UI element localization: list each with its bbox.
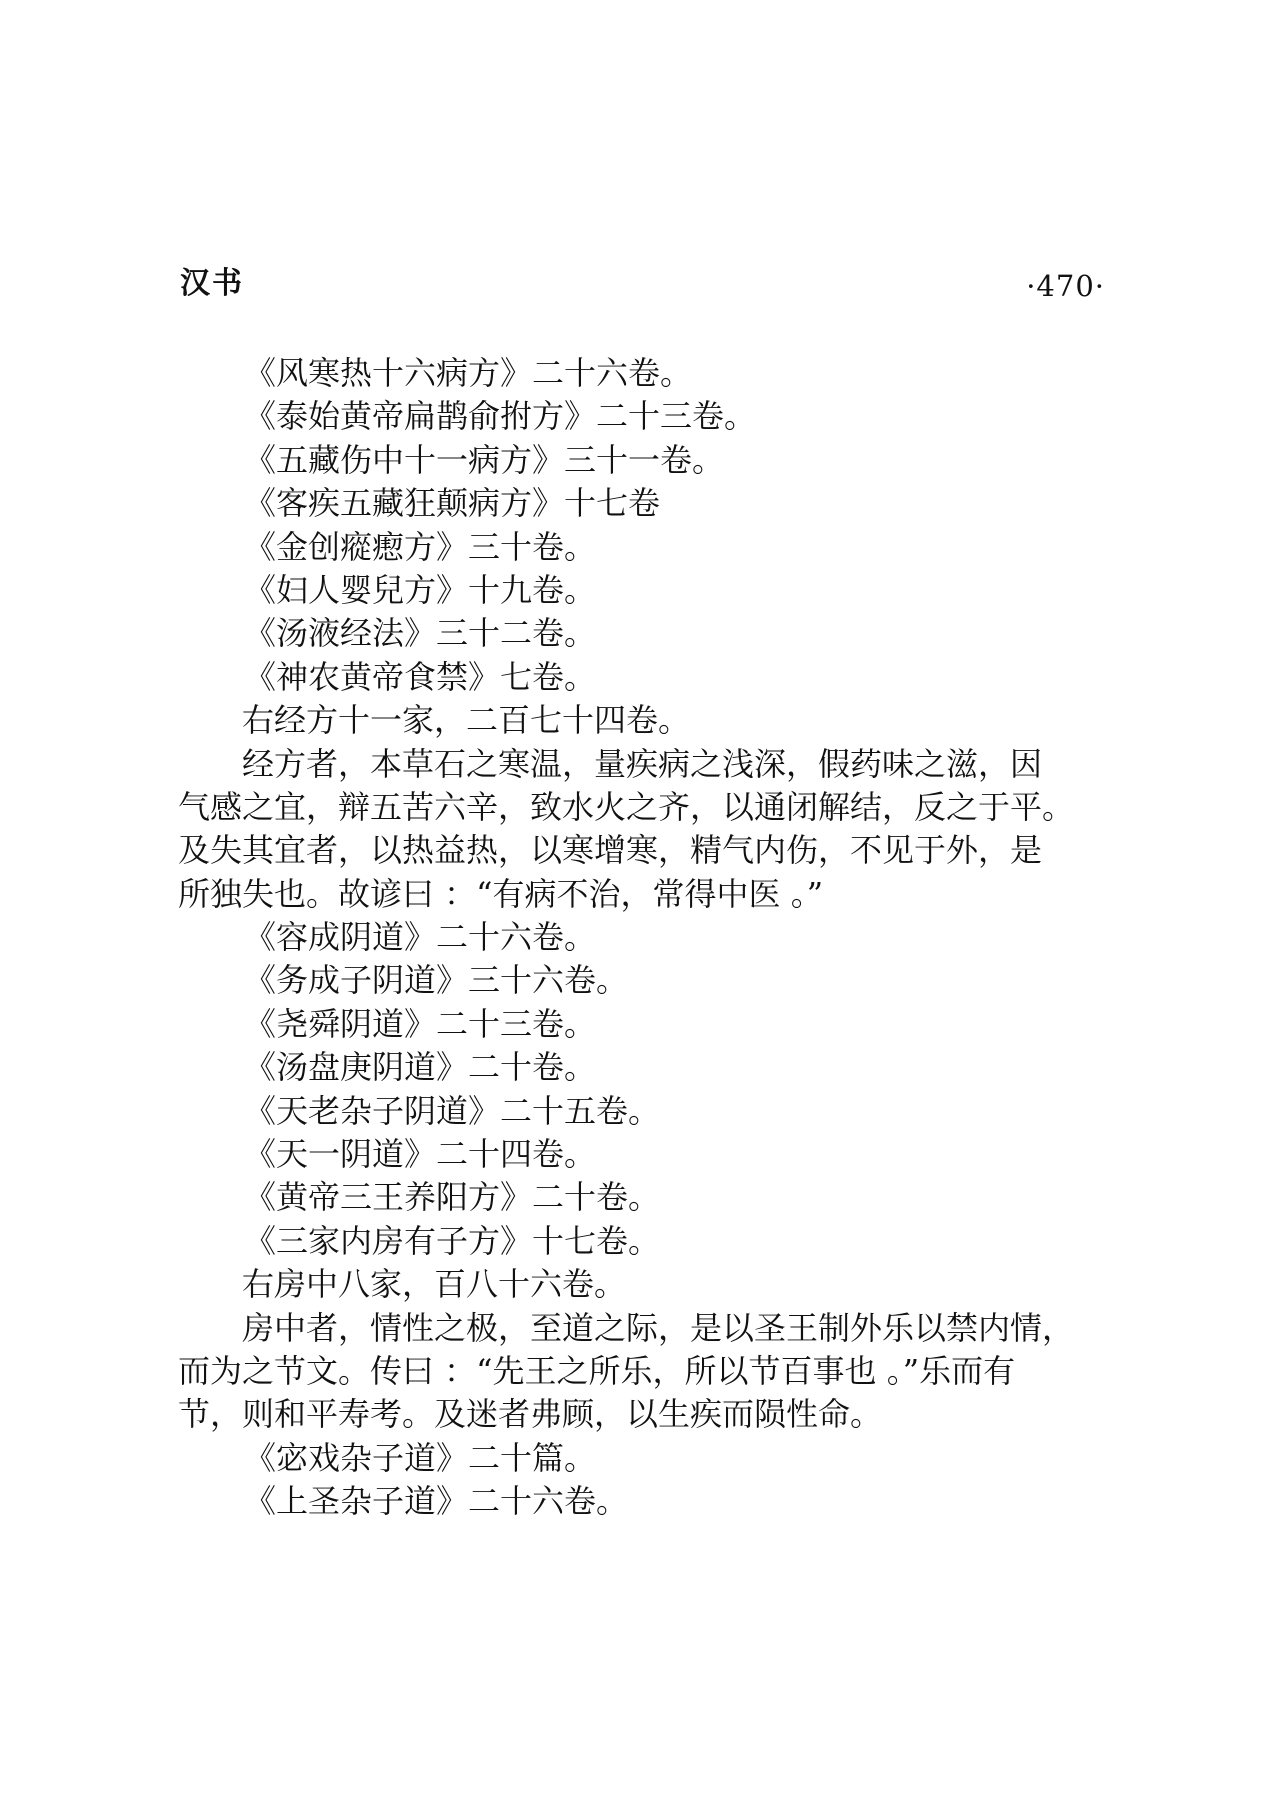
- bibliography-entry: 《汤盘庚阴道》二十卷。: [244, 1048, 597, 1087]
- bibliography-entry: 《上圣杂子道》二十六卷。: [244, 1482, 629, 1521]
- bibliography-entry: 《金创瘲瘛方》三十卷。: [244, 527, 597, 566]
- bibliography-entry: 《务成子阴道》三十六卷。: [244, 961, 629, 1000]
- body-text: [178, 352, 1098, 1524]
- paragraph-line: 经方者，本草石之寒温，量疾病之浅深，假药味之滋，因: [242, 744, 1043, 783]
- bibliography-entry: 《汤液经法》三十二卷。: [244, 614, 597, 653]
- bibliography-entry: 《五藏伤中十一病方》三十一卷。: [244, 440, 725, 479]
- section-summary: 右经方十一家，二百七十四卷。: [242, 701, 691, 740]
- bibliography-entry: 《三家内房有子方》十七卷。: [244, 1221, 661, 1260]
- bibliography-entry: 《宓戏杂子道》二十篇。: [244, 1438, 597, 1477]
- bibliography-entry: 《天老杂子阴道》二十五卷。: [244, 1091, 661, 1130]
- bibliography-entry: 《客疾五藏狂颠病方》十七卷: [244, 484, 661, 523]
- page-number: ·470·: [1026, 269, 1105, 303]
- paragraph-line: 而为之节文。传曰 ：“先王之所乐，所以节百事也 。”乐而有: [178, 1351, 1016, 1390]
- bibliography-entry: 《神农黄帝食禁》七卷。: [244, 657, 597, 696]
- bibliography-entry: 《黄帝三王养阳方》二十卷。: [244, 1178, 661, 1217]
- bibliography-entry: 《容成阴道》二十六卷。: [244, 918, 597, 957]
- running-header-title: 汉书: [180, 266, 244, 301]
- paragraph-line: 节，则和平寿考。及迷者弗顾，以生疾而陨性命。: [178, 1395, 883, 1434]
- paragraph-line: 房中者，情性之极，至道之际，是以圣王制外乐以禁内情，: [242, 1308, 1075, 1347]
- bibliography-entry: 《泰始黄帝扁鹊俞拊方》二十三卷。: [244, 397, 757, 436]
- paragraph-line: 所独失也。故谚曰 ：“有病不治，常得中医 。”: [178, 874, 824, 913]
- bibliography-entry: 《尧舜阴道》二十三卷。: [244, 1004, 597, 1043]
- paragraph-line: 气感之宜，辩五苦六辛，致水火之齐，以通闭解结，反之于平。: [178, 787, 1075, 826]
- paragraph-line: 及失其宜者，以热益热，以寒增寒，精气内伤，不见于外，是: [178, 831, 1043, 870]
- bibliography-entry: 《风寒热十六病方》二十六卷。: [244, 354, 693, 392]
- bibliography-entry: 《妇人婴兒方》十九卷。: [244, 570, 597, 609]
- section-summary: 右房中八家，百八十六卷。: [242, 1265, 627, 1304]
- bibliography-entry: 《天一阴道》二十四卷。: [244, 1135, 597, 1174]
